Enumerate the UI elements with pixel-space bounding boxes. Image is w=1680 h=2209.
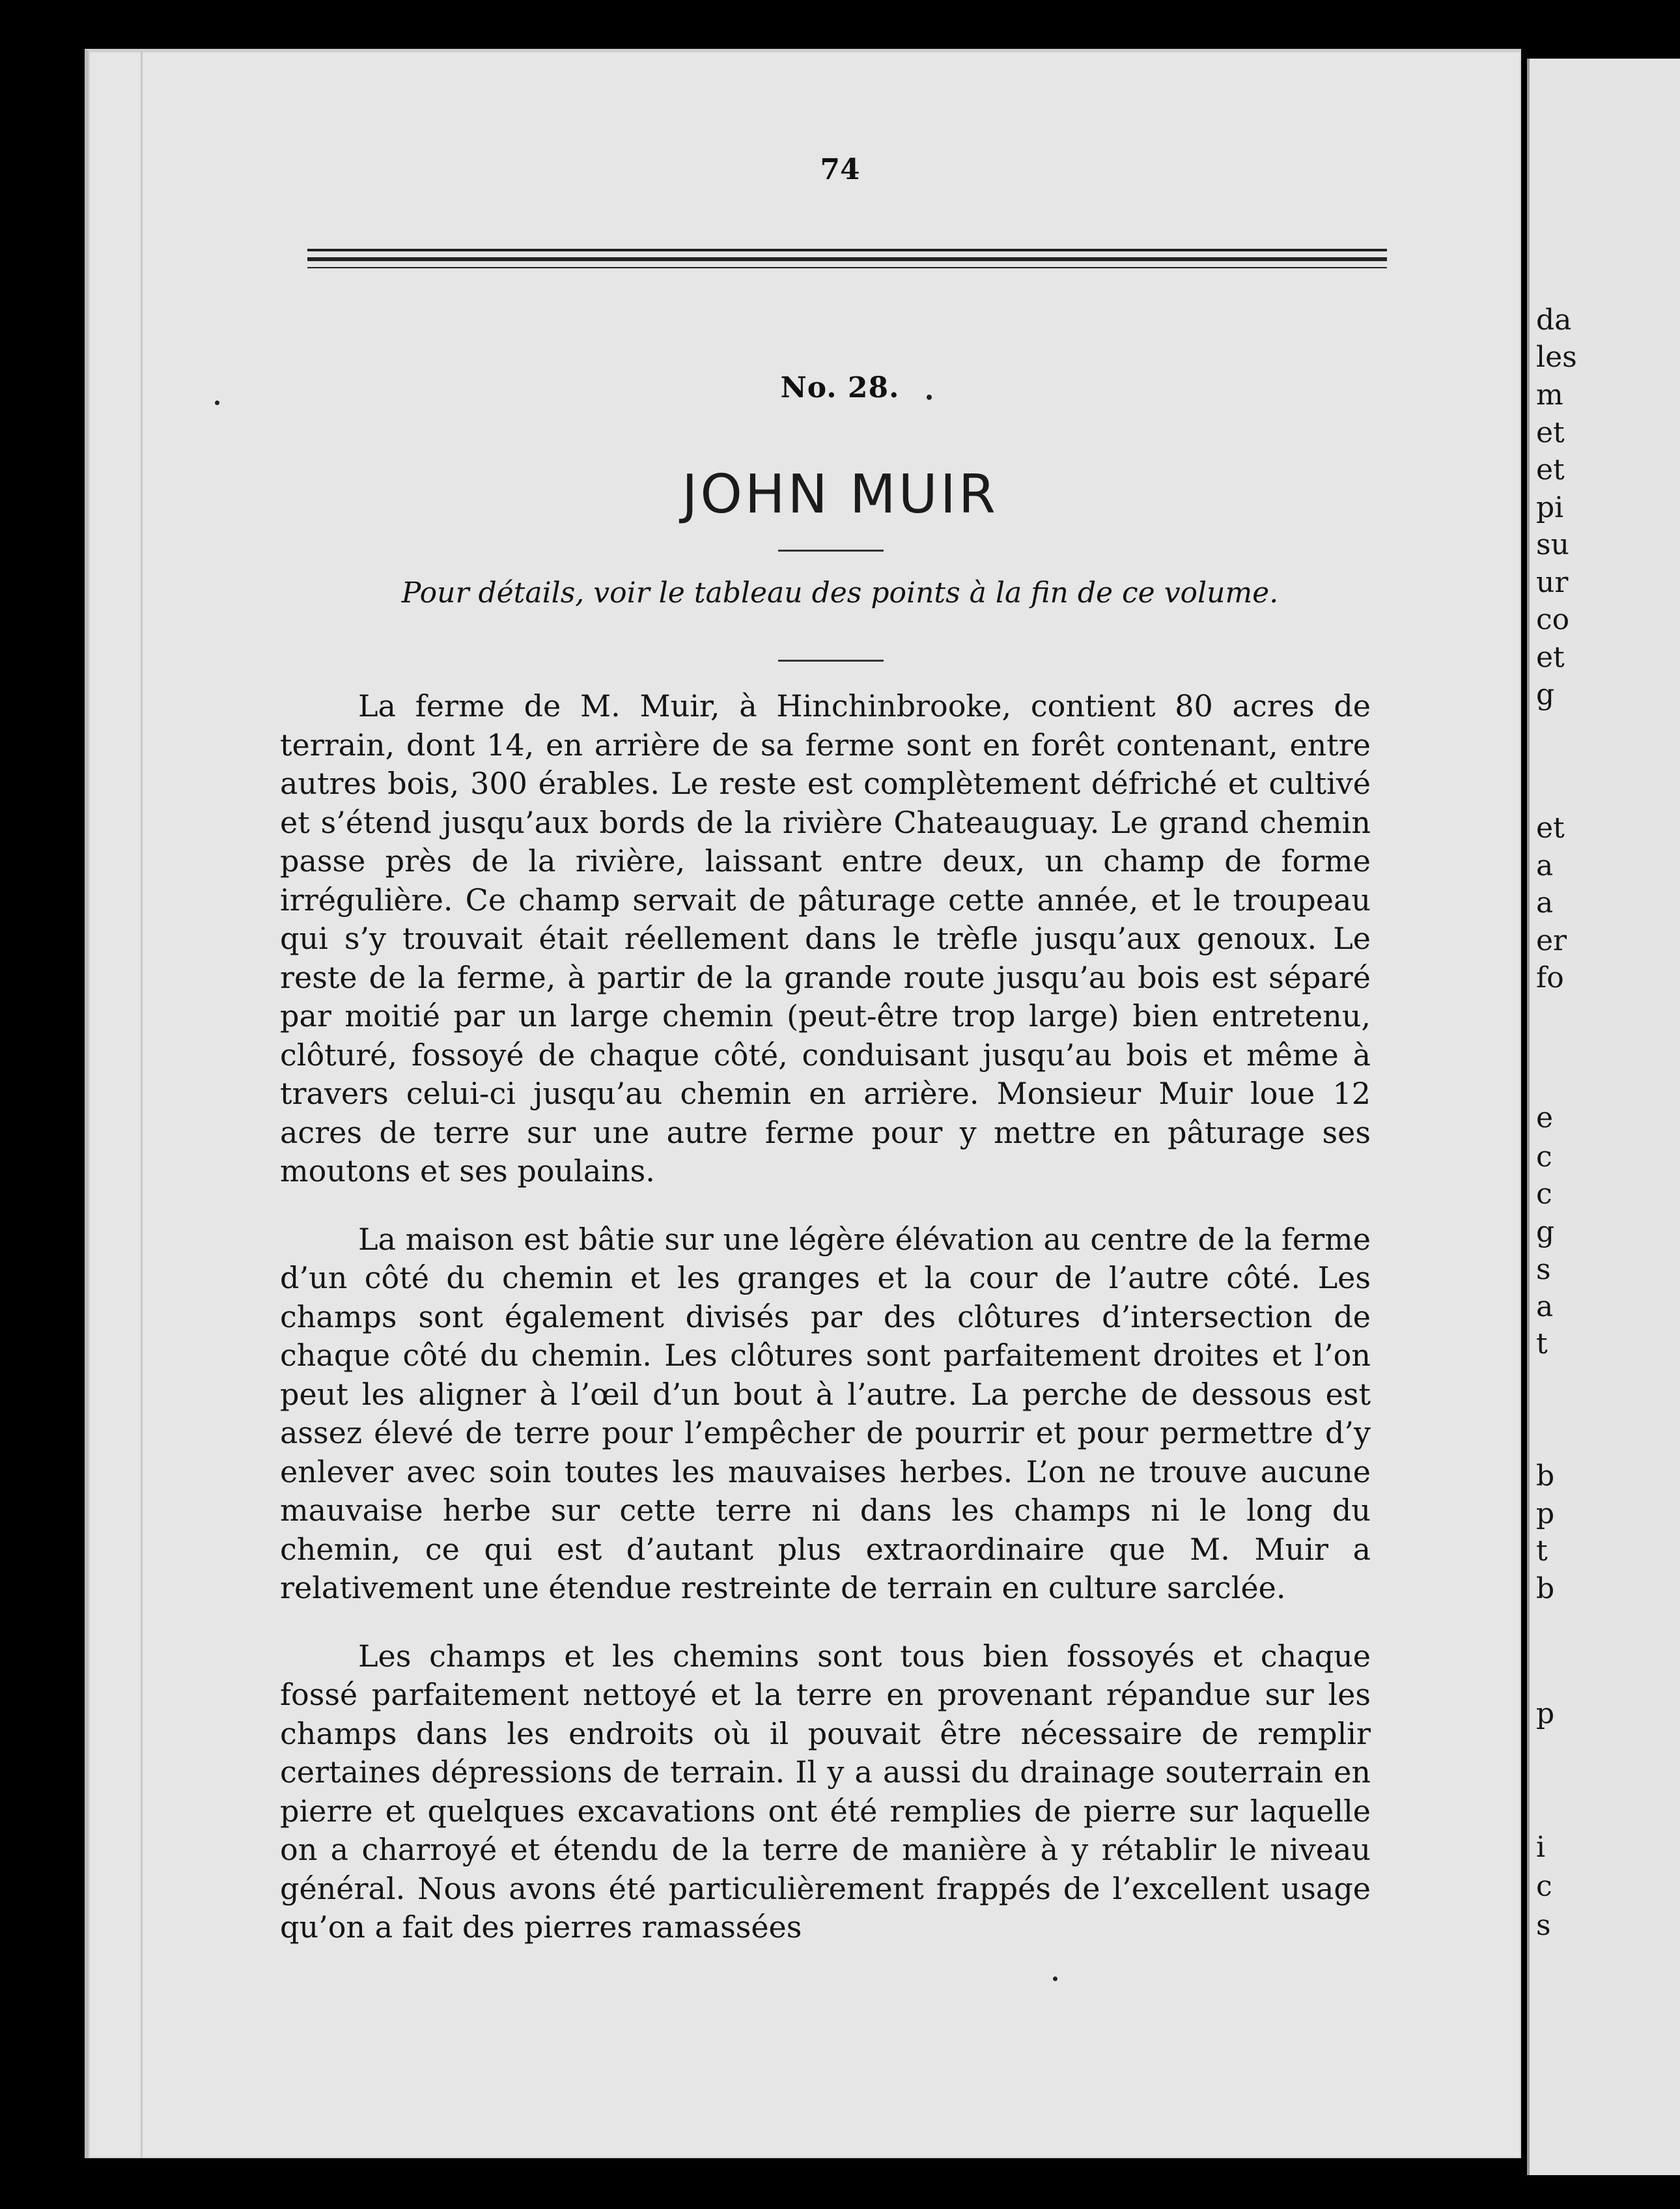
facing-page-fragment: c bbox=[1536, 1177, 1552, 1211]
facing-page-fragment: a bbox=[1536, 886, 1554, 920]
facing-page-fragment: da bbox=[1536, 303, 1572, 337]
facing-page-fragment: les bbox=[1536, 341, 1577, 374]
entry-number: No. 28. bbox=[780, 371, 900, 404]
facing-page-fragment: g bbox=[1536, 678, 1555, 711]
facing-page-fragment: s bbox=[1536, 1909, 1551, 1942]
stray-mark bbox=[927, 395, 932, 400]
facing-page-fragment: ur bbox=[1536, 566, 1569, 599]
facing-page-fragment: pi bbox=[1536, 491, 1564, 524]
subtitle-rule bbox=[778, 660, 884, 662]
paragraph-3: Les champs et les chemins sont tous bien fossoyés et chaque fossé parfaitement nettoyé et la terre en provenant répandue sur les champs dans les endroits où il pouvait être nécessaire de remplir certaines dépressions de terrain. Il y a aussi du drainage souterrain en pierre et quelques excavations ont été remplies de pierre sur laquelle on a charroyé et étendu de la terre de manière à y rétablir le niveau général. Nous avons été particulièrement frappés de l’excellent usage qu’on a fait des pierres ramassées bbox=[280, 1638, 1371, 1945]
facing-page-fragment: et bbox=[1536, 416, 1565, 449]
facing-page-fragment: t bbox=[1536, 1534, 1548, 1568]
facing-page-fragment: p bbox=[1536, 1497, 1555, 1530]
header-rule-bottom bbox=[307, 257, 1387, 261]
facing-page-fragment: m bbox=[1536, 378, 1563, 412]
body-text bbox=[280, 687, 1371, 1977]
facing-page-fragment: s bbox=[1536, 1253, 1551, 1286]
page-gutter-line bbox=[141, 51, 143, 2158]
facing-page-fragment: a bbox=[1536, 1290, 1554, 1323]
facing-page-fragment: et bbox=[1536, 641, 1565, 674]
facing-page-fragment: et bbox=[1536, 811, 1565, 845]
facing-page-fragment: er bbox=[1536, 924, 1567, 957]
facing-page-fragment: c bbox=[1536, 1870, 1552, 1903]
facing-page-fragment: b bbox=[1536, 1572, 1555, 1605]
stray-mark bbox=[215, 401, 219, 405]
facing-page-fragment: i bbox=[1536, 1831, 1546, 1864]
facing-page-fragment: fo bbox=[1536, 961, 1564, 994]
title-rule bbox=[778, 550, 884, 552]
entry-title: JOHN MUIR bbox=[682, 464, 998, 526]
facing-page-fragment: c bbox=[1536, 1140, 1552, 1174]
facing-page-fragment: b bbox=[1536, 1459, 1555, 1493]
header-rule-extra bbox=[307, 267, 1387, 268]
page-number: 74 bbox=[820, 153, 860, 186]
header-rule-top bbox=[307, 249, 1387, 251]
stray-mark bbox=[1053, 1977, 1057, 1981]
paragraph-1: La ferme de M. Muir, à Hinchinbrooke, contient 80 acres de terrain, dont 14, en arrière de sa ferme sont en forêt contenant, entre autres bois, 300 érables. Le reste est complètement défriché et cultivé et s’étend jusqu’aux bords de la rivière Chateauguay. Le grand chemin passe près de la rivière, laissant entre deux, un champ de forme irrégulière. Ce champ servait de pâturage cette année, et le troupeau qui s’y trouvait était réellement dans le trèfle jusqu’aux genoux. Le reste de la ferme, à partir de la grande route jusqu’au bois est séparé par moitié par un large chemin (peut-être trop large) bien entretenu, clôturé, fossoyé de chaque côté, conduisant jusqu’au bois et même à travers celui-ci jusqu’au chemin en arrière. Monsieur Muir loue 12 acres de terre sur une autre ferme pour y mettre en pâturage ses moutons et ses poulains. bbox=[280, 688, 1371, 1189]
facing-page-fragment: a bbox=[1536, 849, 1554, 882]
facing-page-fragment: g bbox=[1536, 1215, 1555, 1248]
entry-subtitle: Pour détails, voir le tableau des points à la fin de ce volume. bbox=[401, 576, 1279, 610]
facing-page-fragment: e bbox=[1536, 1101, 1554, 1134]
facing-page-fragment: et bbox=[1536, 453, 1565, 486]
facing-page-fragment: co bbox=[1536, 603, 1570, 636]
paragraph-2: La maison est bâtie sur une légère élévation au centre de la ferme d’un côté du chemin et les granges et la cour de l’autre côté. Les champs sont également divisés par des clôtures d’intersection de chaque côté du chemin. Les clôtures sont parfaitement droites et l’on peut les aligner à l’œil d’un bout à l’autre. La perche de dessous est assez élevé de terre pour l’empêcher de pourrir et pour permettre d’y enlever avec soin toutes les mauvaises herbes. L’on ne trouve aucune mauvaise herbe sur cette terre ni dans les champs ni le long du chemin, ce qui est d’autant plus extraordinaire que M. Muir a relativement une étendue restreinte de terrain en culture sarclée. bbox=[280, 1221, 1371, 1605]
facing-page-fragment: t bbox=[1536, 1327, 1548, 1360]
facing-page-fragment: p bbox=[1536, 1697, 1555, 1730]
facing-page-fragment: su bbox=[1536, 528, 1569, 561]
